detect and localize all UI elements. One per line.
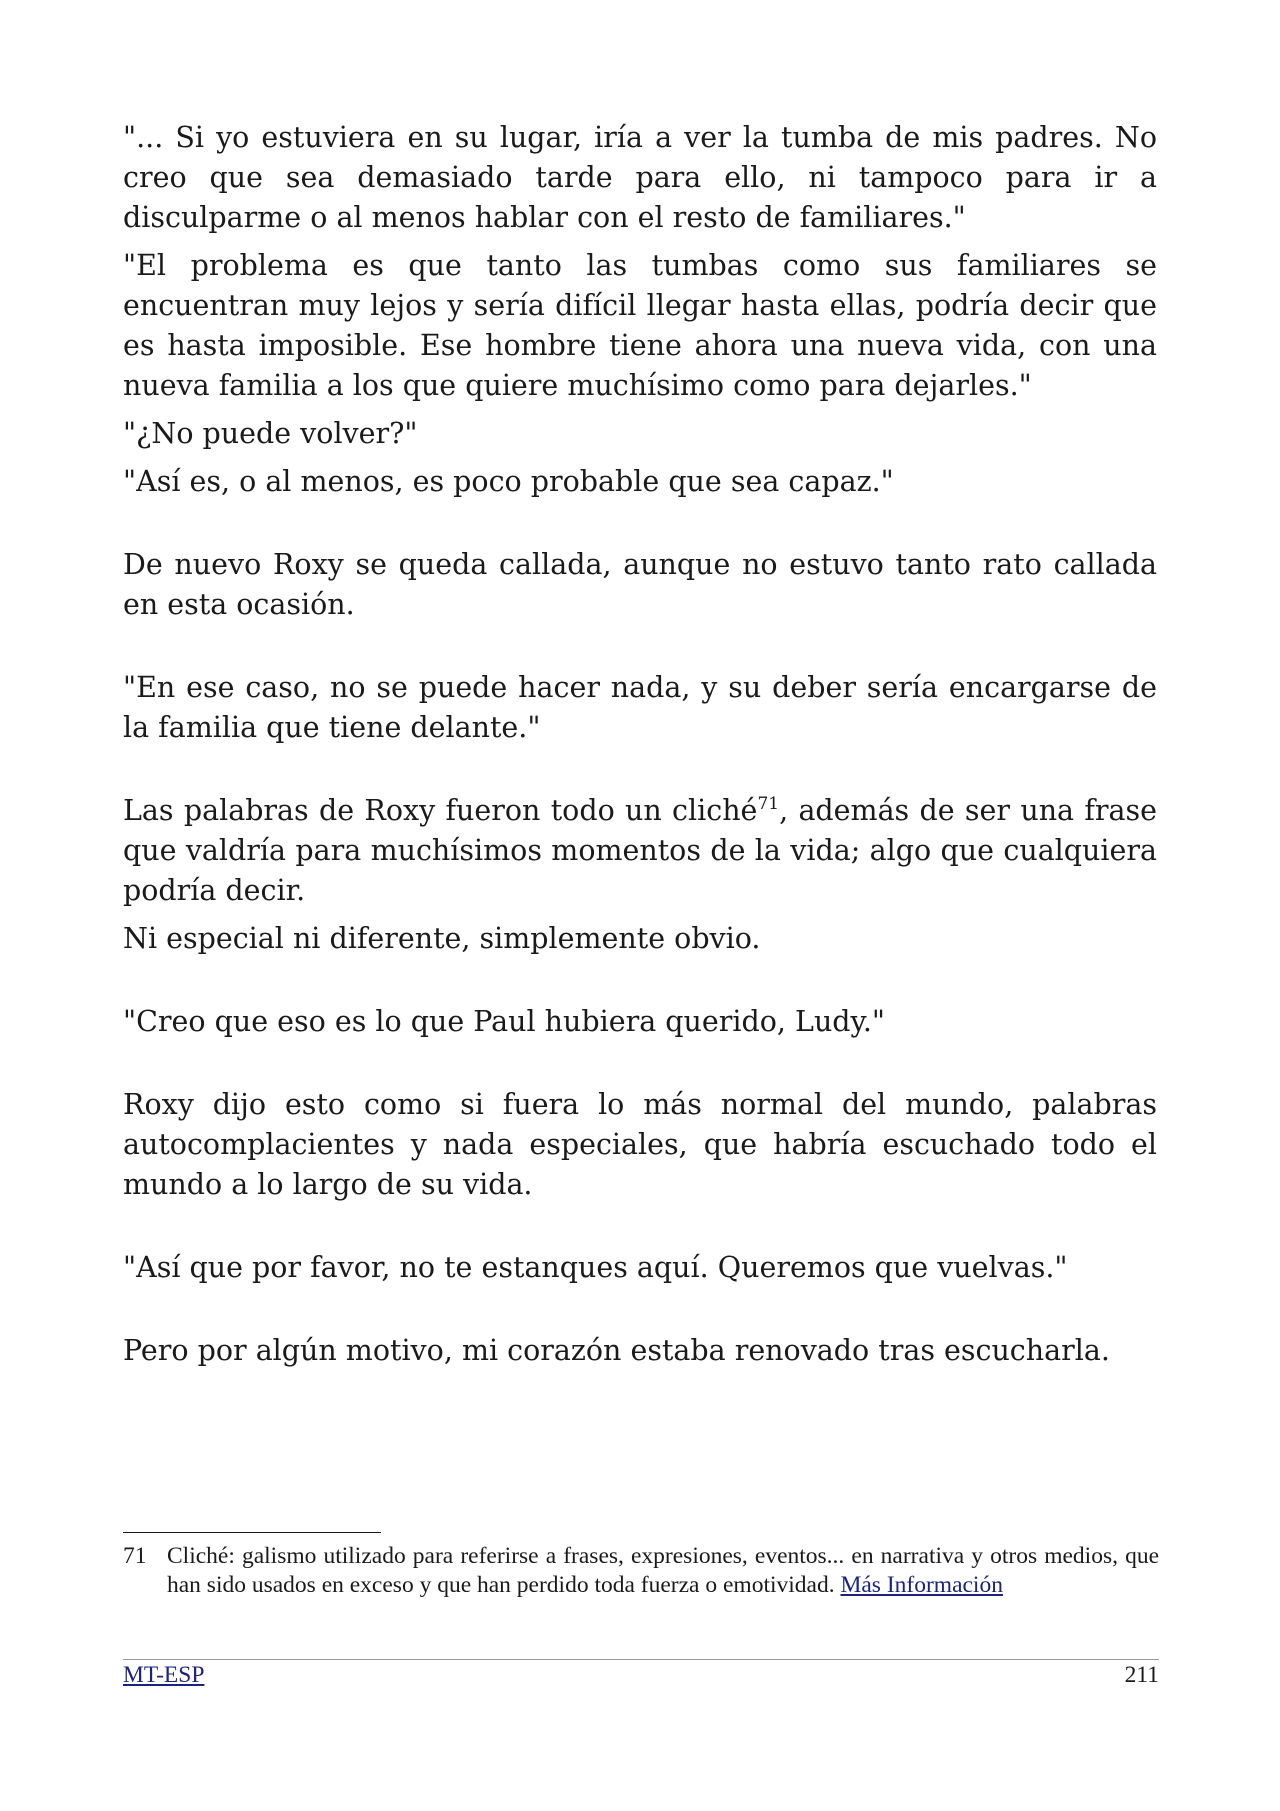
paragraph-7 [123,791,1157,911]
paragraph-2: "El problema es que tanto las tumbas como sus familiares se encuentran muy lejos y sería difícil llegar hasta ellas, podría decir que es hasta imposible. Ese hombre tiene ahora una nueva vida, con una nueva familia a los que quiere muchísimo como para dejarles." [123,249,1157,402]
footer-divider [123,1659,1159,1660]
footnote-divider [123,1532,381,1533]
paragraph-11: "Así que por favor, no te estanques aquí. Queremos que vuelvas." [123,1251,1068,1284]
footnote-text: Cliché: galismo utilizado para referirse a frases, expresiones, eventos... en narrativa y otros medios, que han sido usados en exceso y que han perdido toda fuerza o emotividad. [167,1543,1159,1598]
page-body [123,118,1157,1371]
paragraph-7-text-before: Las palabras de Roxy fueron todo un cliché [123,794,758,827]
paragraph-4: "Así es, o al menos, es poco probable que sea capaz." [123,465,894,498]
footnote-reference[interactable]: 71 [757,794,780,814]
footnote-number: 71 [123,1543,147,1569]
footnote [123,1542,1159,1600]
page-number: 211 [1124,1662,1159,1688]
paragraph-1: "... Si yo estuviera en su lugar, iría a ver la tumba de mis padres. No creo que sea demasiado tarde para ello, ni tampoco para ir a disculparme o al menos hablar con el resto de familiares." [123,121,1157,234]
paragraph-7-text-after: , además de ser una frase que valdría para muchísimos momentos de la vida; algo que cualquiera podría decir. [123,794,1157,907]
paragraph-5: De nuevo Roxy se queda callada, aunque no estuvo tanto rato callada en esta ocasión. [123,548,1157,621]
more-info-link[interactable]: Más Información [840,1572,1003,1598]
paragraph-8: Ni especial ni diferente, simplemente obvio. [123,922,761,955]
footnote-body [167,1542,1159,1600]
paragraph-6: "En ese caso, no se puede hacer nada, y su deber sería encargarse de la familia que tiene delante." [123,671,1157,744]
paragraph-9: "Creo que eso es lo que Paul hubiera querido, Ludy." [123,1005,886,1038]
footer-site-link[interactable]: MT-ESP [123,1662,205,1688]
paragraph-3: "¿No puede volver?" [123,417,418,450]
paragraph-10: Roxy dijo esto como si fuera lo más normal del mundo, palabras autocomplacientes y nada especiales, que habría escuchado todo el mundo a lo largo de su vida. [123,1088,1157,1201]
paragraph-12: Pero por algún motivo, mi corazón estaba renovado tras escucharla. [123,1334,1110,1367]
